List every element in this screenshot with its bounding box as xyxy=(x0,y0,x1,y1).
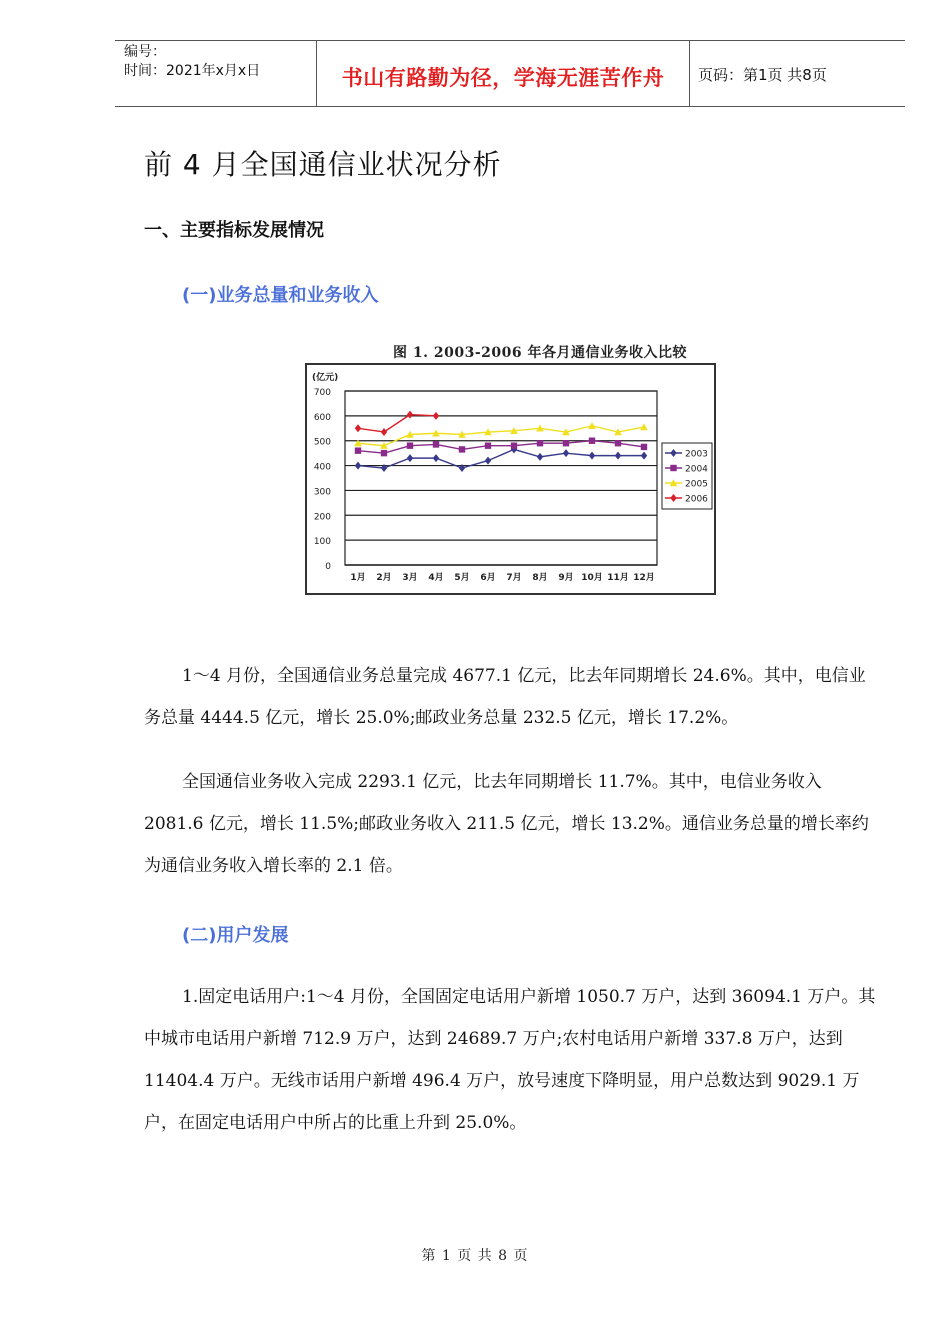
subsection-heading-2: (二)用户发展 xyxy=(182,925,289,946)
subsection-heading-1: (一)业务总量和业务收入 xyxy=(182,285,379,306)
y-tick-label: 400 xyxy=(313,462,331,473)
data-point-2004 xyxy=(433,441,439,447)
income-line-chart xyxy=(307,365,714,593)
series-line-2006 xyxy=(358,415,436,432)
data-point-2006 xyxy=(433,412,439,420)
data-point-2004 xyxy=(355,447,361,453)
paragraph-total-income: 全国通信业务收入完成 2293.1 亿元，比去年同期增长 11.7%。其中，电信业务收入 2081.6 亿元，增长 11.5%;邮政业务收入 211.5 亿元，增长 13.2%。通信业务总量的增长率约为通信业务收入增长率的 2.1 倍。 xyxy=(144,772,869,876)
y-tick-label: 100 xyxy=(313,537,331,548)
data-point-2003 xyxy=(485,457,491,465)
data-point-2003 xyxy=(563,449,569,457)
data-point-2004 xyxy=(589,438,595,444)
legend-label: 2005 xyxy=(685,479,708,490)
x-tick-label: 4月 xyxy=(428,573,444,583)
data-point-2006 xyxy=(355,424,361,432)
data-point-2003 xyxy=(537,453,543,461)
x-tick-label: 9月 xyxy=(558,573,574,583)
data-point-2003 xyxy=(355,462,361,470)
legend-label: 2003 xyxy=(685,449,708,460)
x-tick-label: 1月 xyxy=(350,573,366,583)
paragraph-fixed-phone-users: 1.固定电话用户:1～4 月份，全国固定电话用户新增 1050.7 万户，达到 36094.1 万户。其中城市电话用户新增 712.9 万户，达到 24689.7 万户;农村电话用户新增 337.8 万户，达到 11404.4 万户。无线市话用户新增 496.4 万户，放号速度下降明显，用户总数达到 9029.1 万户，在固定电话用户中所占的比重上升到 25.0%。 xyxy=(144,987,876,1133)
data-point-2004 xyxy=(381,450,387,456)
x-tick-label: 5月 xyxy=(454,573,470,583)
legend-marker-2004 xyxy=(670,465,676,471)
chart-frame xyxy=(305,363,716,595)
header-top-rule xyxy=(115,40,905,41)
x-tick-label: 10月 xyxy=(581,573,603,583)
y-tick-label: 0 xyxy=(325,562,331,572)
data-point-2003 xyxy=(615,452,621,460)
data-point-2003 xyxy=(641,452,647,460)
x-tick-label: 2月 xyxy=(376,573,392,583)
legend-label: 2004 xyxy=(685,464,708,475)
y-tick-label: 200 xyxy=(313,512,331,523)
data-point-2003 xyxy=(433,454,439,462)
data-point-2004 xyxy=(537,440,543,446)
data-point-2004 xyxy=(511,442,517,448)
series-line-2004 xyxy=(358,441,644,453)
data-point-2003 xyxy=(407,454,413,462)
x-tick-label: 3月 xyxy=(402,573,418,583)
y-tick-label: 600 xyxy=(313,412,331,423)
x-tick-label: 6月 xyxy=(480,573,496,583)
data-point-2004 xyxy=(563,440,569,446)
header-divider-right xyxy=(689,40,690,107)
section-heading-1: 一、主要指标发展情况 xyxy=(144,220,324,241)
y-axis-label: (亿元) xyxy=(312,373,339,383)
header-page-label: 页码：第1页 共8页 xyxy=(698,66,827,84)
header-divider-left xyxy=(316,40,317,107)
data-point-2004 xyxy=(615,440,621,446)
header-bottom-rule xyxy=(115,106,905,107)
document-title: 前 4 月全国通信业状况分析 xyxy=(144,148,502,181)
figure-caption: 图 1. 2003-2006 年各月通信业务收入比较 xyxy=(393,345,687,361)
page-footer: 第 1 页 共 8 页 xyxy=(421,1248,529,1264)
data-point-2005 xyxy=(588,422,596,429)
data-point-2004 xyxy=(407,442,413,448)
y-tick-label: 700 xyxy=(313,388,331,398)
data-point-2004 xyxy=(641,444,647,450)
paragraph-total-volume: 1～4 月份，全国通信业务总量完成 4677.1 亿元，比去年同期增长 24.6%。其中，电信业务总量 4444.5 亿元，增长 25.0%;邮政业务总量 232.5 亿元，增长 17.2%。 xyxy=(144,666,866,728)
data-point-2006 xyxy=(381,428,387,436)
header-code-label: 编号： xyxy=(124,44,166,60)
legend-label: 2006 xyxy=(685,494,708,505)
data-point-2005 xyxy=(640,423,648,430)
x-tick-label: 12月 xyxy=(633,573,655,583)
data-point-2004 xyxy=(485,442,491,448)
header-motto: 书山有路勤为径，学海无涯苦作舟 xyxy=(341,66,665,90)
plot-area xyxy=(345,391,657,565)
data-point-2003 xyxy=(589,452,595,460)
x-tick-label: 8月 xyxy=(532,573,548,583)
series-line-2005 xyxy=(358,426,644,446)
x-tick-label: 11月 xyxy=(607,573,629,583)
header-time-label: 时间：2021年x月x日 xyxy=(124,63,261,79)
data-point-2004 xyxy=(459,446,465,452)
y-tick-label: 500 xyxy=(313,437,331,448)
data-point-2006 xyxy=(407,411,413,419)
y-tick-label: 300 xyxy=(313,487,331,498)
x-tick-label: 7月 xyxy=(506,573,522,583)
